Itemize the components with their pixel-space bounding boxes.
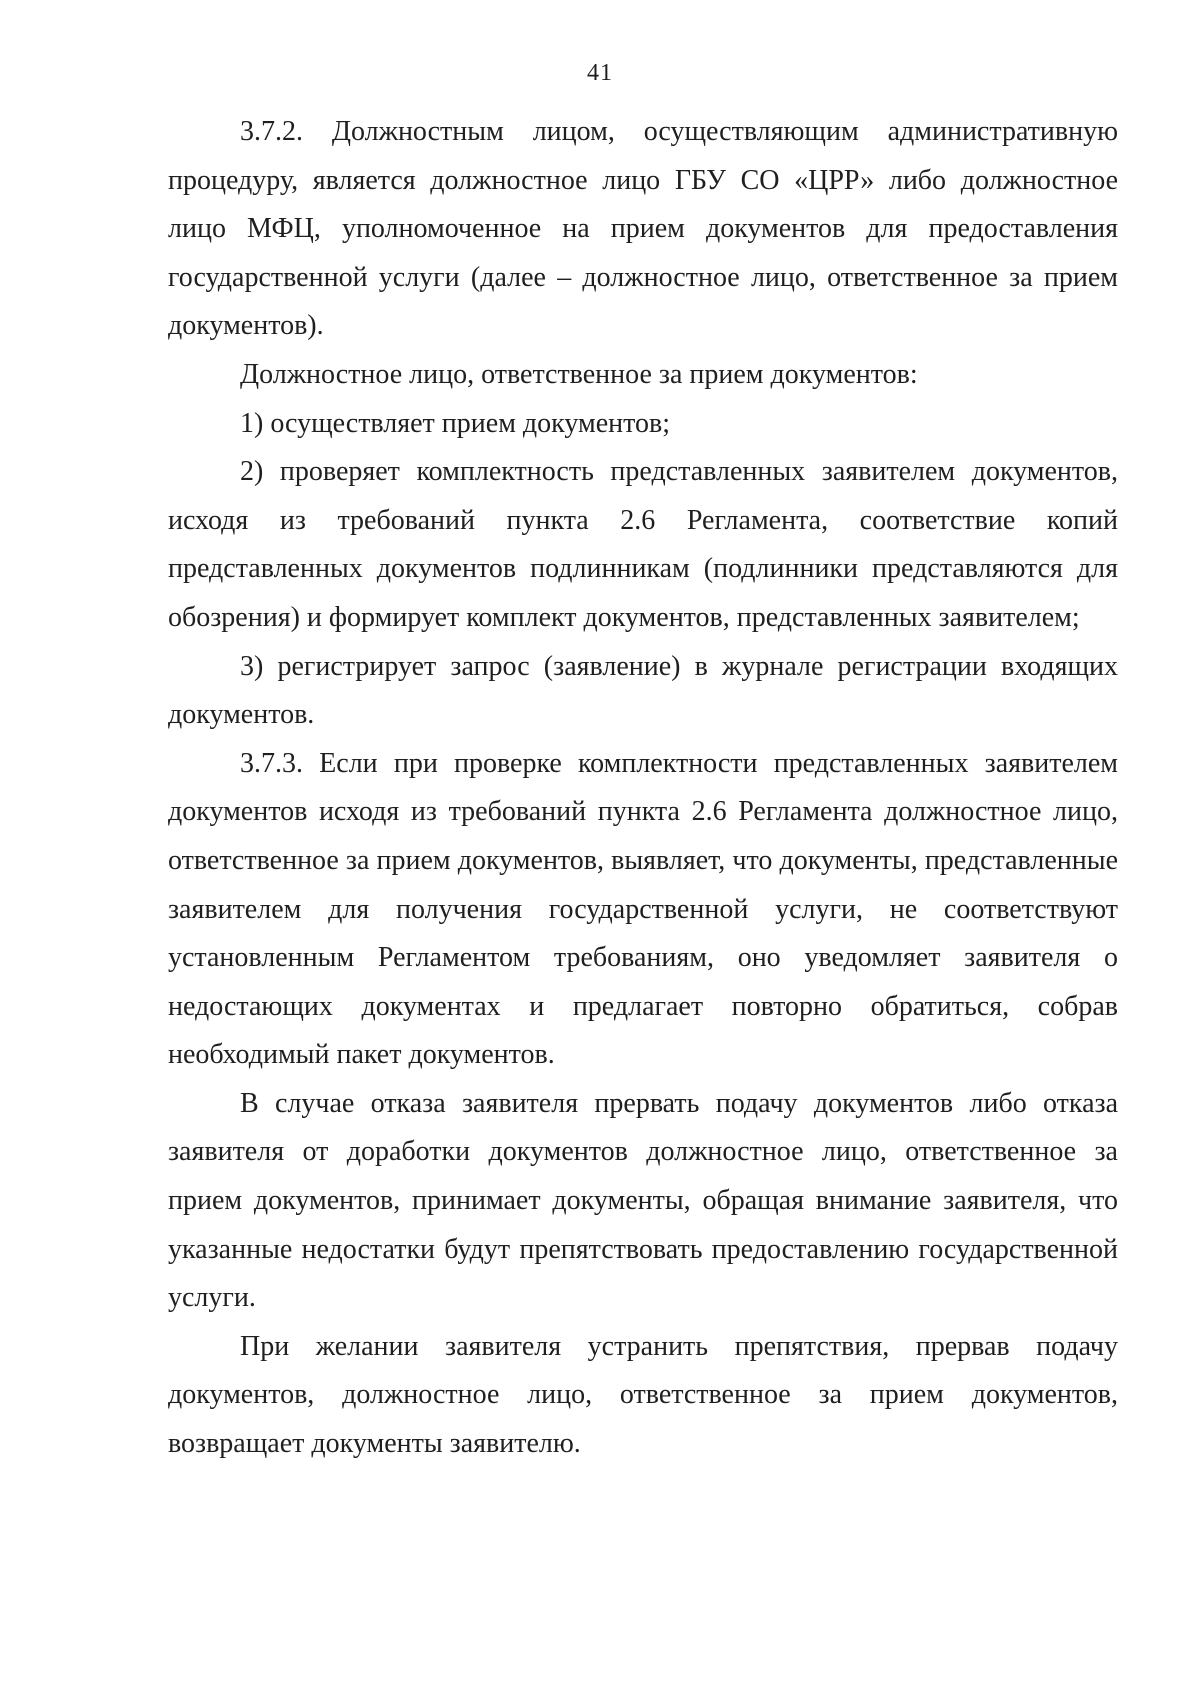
paragraph-return-documents: При желании заявителя устранить препятствия, прервав подачу документов, должностное лицо, ответственное за прием документов, возвращает документы заявителю. [168,1330,1118,1460]
paragraph-responsible-official: Должностное лицо, ответственное за прием документов: [240,358,918,390]
paragraph-refusal-case: В случае отказа заявителя прервать подачу документов либо отказа заявителя от доработки документов должностное лицо, ответственное за прием документов, принимает документы, обращая внимание заявителя, что указанные недостатки будут препятствовать предоставлению государственной услуги. [168,1087,1118,1314]
paragraph-item-3: 3) регистрирует запрос (заявление) в журнале регистрации входящих документов. [168,650,1118,731]
paragraph-item-1: 1) осуществляет прием документов; [240,407,670,439]
page-number: 41 [587,60,613,86]
paragraph-item-2: 2) проверяет комплектность представленных заявителем документов, исходя из требований пункта 2.6 Регламента, соответствие копий представленных документов подлинникам (подлинники представляются для обозрения) и формирует комплект документов, представленных заявителем; [168,456,1118,633]
paragraph-3-7-3: 3.7.3. Если при проверке комплектности представленных заявителем документов исходя из требований пункта 2.6 Регламента должностное лицо, ответственное за прием документов, выявляет, что документы, представленные заявителем для получения государственной услуги, не соответствуют установленным Регламентом требованиям, оно уведомляет заявителя о недостающих документах и предлагает повторно обратиться, собрав необходимый пакет документов. [168,747,1118,1071]
paragraph-3-7-2: 3.7.2. Должностным лицом, осуществляющим административную процедуру, является должностное лицо ГБУ СО «ЦРР» либо должностное лицо МФЦ, уполномоченное на прием документов для предоставления государственной услуги (далее – должностное лицо, ответственное за прием документов). [168,116,1118,342]
document-body [168,108,1118,1469]
